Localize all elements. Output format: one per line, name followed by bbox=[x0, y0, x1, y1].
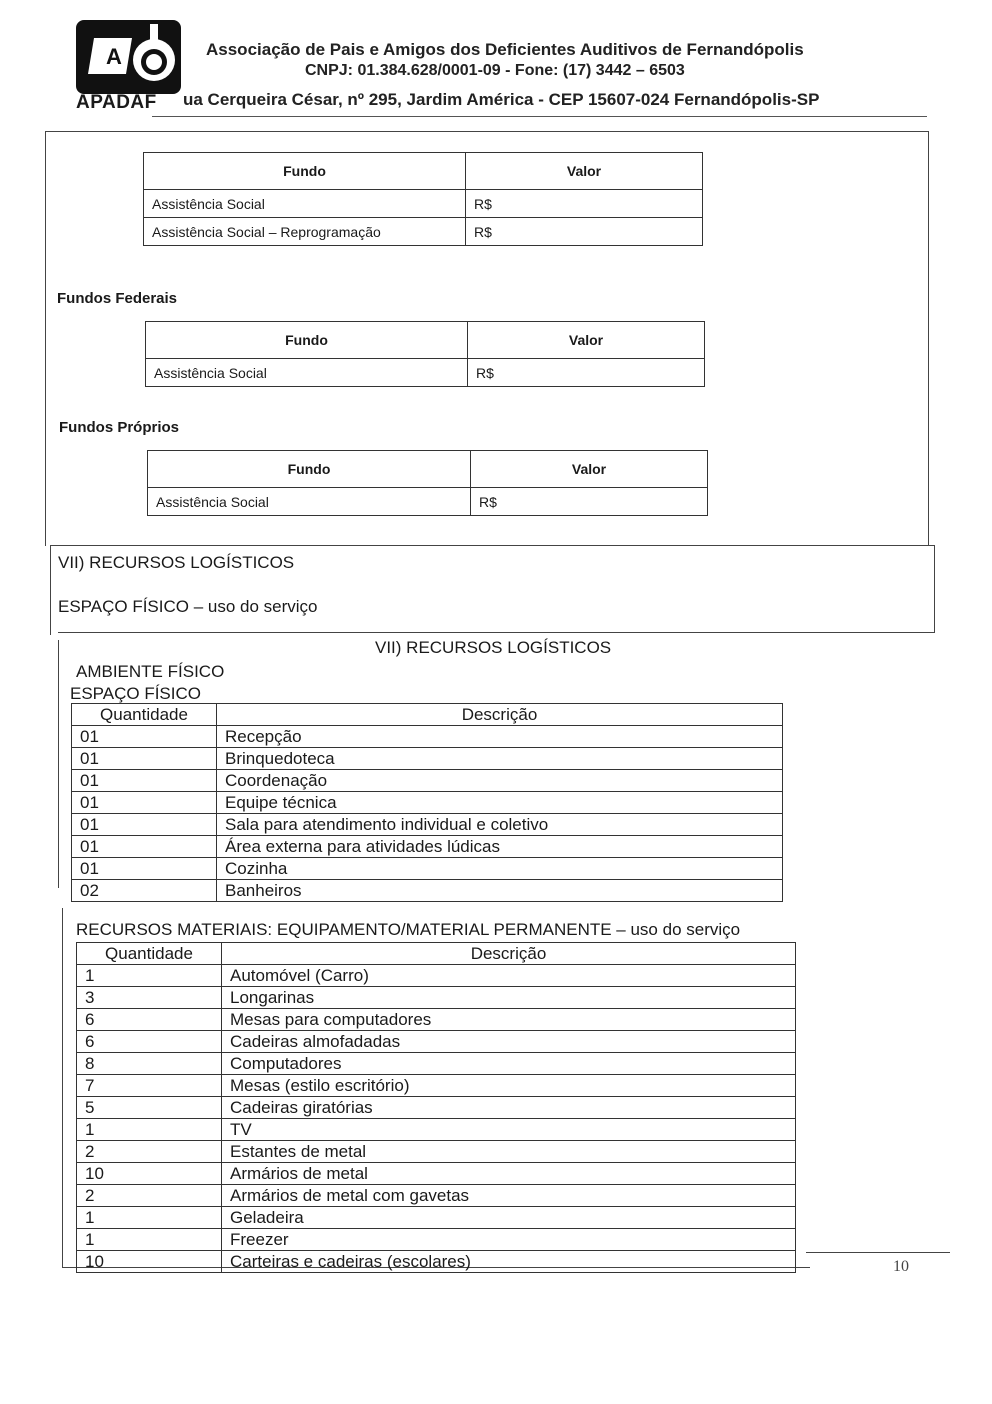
qtd-cell: 01 bbox=[72, 748, 217, 770]
fund-table-1 bbox=[143, 152, 703, 246]
desc-cell: Coordenação bbox=[217, 770, 783, 792]
frame-top bbox=[45, 131, 929, 132]
table-row bbox=[77, 1053, 796, 1075]
table-row bbox=[144, 218, 703, 246]
qtd-cell: 3 bbox=[77, 987, 222, 1009]
table-row bbox=[77, 1141, 796, 1163]
frame-bottom-right bbox=[806, 1252, 950, 1253]
qtd-cell: 01 bbox=[72, 814, 217, 836]
desc-cell: Banheiros bbox=[217, 880, 783, 902]
col-descricao: Descrição bbox=[222, 943, 796, 965]
desc-cell: Área externa para atividades lúdicas bbox=[217, 836, 783, 858]
espaco-fisico-label: ESPAÇO FÍSICO bbox=[70, 684, 201, 703]
frame-mid bbox=[50, 545, 934, 546]
desc-cell: Automóvel (Carro) bbox=[222, 965, 796, 987]
espaco-uso-label: ESPAÇO FÍSICO – uso do serviço bbox=[58, 597, 318, 616]
table-row bbox=[77, 1229, 796, 1251]
desc-cell: Brinquedoteca bbox=[217, 748, 783, 770]
table-row bbox=[72, 814, 783, 836]
qtd-cell: 2 bbox=[77, 1185, 222, 1207]
fund-table-proprios bbox=[147, 450, 708, 516]
table-row bbox=[77, 987, 796, 1009]
frame-left-mid bbox=[50, 545, 51, 635]
col-fundo: Fundo bbox=[144, 153, 466, 190]
desc-cell: Equipe técnica bbox=[217, 792, 783, 814]
fundo-cell: Assistência Social bbox=[148, 488, 471, 516]
address: ua Cerqueira César, nº 295, Jardim América - CEP 15607-024 Fernandópolis-SP bbox=[183, 90, 820, 109]
qtd-cell: 6 bbox=[77, 1031, 222, 1053]
table-row bbox=[72, 858, 783, 880]
desc-cell: Mesas (estilo escritório) bbox=[222, 1075, 796, 1097]
desc-cell: Longarinas bbox=[222, 987, 796, 1009]
desc-cell: Cadeiras giratórias bbox=[222, 1097, 796, 1119]
frame-right-upper bbox=[928, 131, 929, 545]
qtd-cell: 01 bbox=[72, 792, 217, 814]
table-row bbox=[72, 748, 783, 770]
qtd-cell: 7 bbox=[77, 1075, 222, 1097]
qtd-cell: 01 bbox=[72, 836, 217, 858]
col-valor: Valor bbox=[471, 451, 708, 488]
desc-cell: TV bbox=[222, 1119, 796, 1141]
logo-text: APADAF bbox=[76, 92, 157, 113]
frame-mid2 bbox=[58, 632, 935, 633]
table-row bbox=[148, 488, 708, 516]
apadaf-logo bbox=[76, 20, 181, 94]
qtd-cell: 01 bbox=[72, 858, 217, 880]
fundos-federais-label: Fundos Federais bbox=[57, 290, 178, 307]
cnpj-phone: CNPJ: 01.384.628/0001-09 - Fone: (17) 3442 – 6503 bbox=[305, 62, 685, 79]
desc-cell: Cozinha bbox=[217, 858, 783, 880]
fundo-cell: Assistência Social bbox=[146, 359, 468, 387]
qtd-cell: 10 bbox=[77, 1251, 222, 1273]
frame-left-bottom bbox=[62, 908, 63, 1268]
col-valor: Valor bbox=[468, 322, 705, 359]
valor-cell: R$ bbox=[471, 488, 708, 516]
table-row bbox=[77, 965, 796, 987]
desc-cell: Armários de metal bbox=[222, 1163, 796, 1185]
desc-cell: Armários de metal com gavetas bbox=[222, 1185, 796, 1207]
table-row bbox=[77, 1185, 796, 1207]
qtd-cell: 1 bbox=[77, 1229, 222, 1251]
frame-left-lower bbox=[58, 640, 59, 888]
fund-table-federais bbox=[145, 321, 705, 387]
desc-cell: Computadores bbox=[222, 1053, 796, 1075]
logistics-heading: VII) RECURSOS LOGÍSTICOS bbox=[58, 553, 295, 572]
table-row bbox=[77, 1031, 796, 1053]
desc-cell: Cadeiras almofadadas bbox=[222, 1031, 796, 1053]
table-row bbox=[77, 1163, 796, 1185]
qtd-cell: 01 bbox=[72, 770, 217, 792]
table-row bbox=[77, 1207, 796, 1229]
qtd-cell: 5 bbox=[77, 1097, 222, 1119]
qtd-cell: 1 bbox=[77, 1207, 222, 1229]
col-fundo: Fundo bbox=[148, 451, 471, 488]
table-row bbox=[72, 726, 783, 748]
col-quantidade: Quantidade bbox=[77, 943, 222, 965]
org-name: Associação de Pais e Amigos dos Deficientes Auditivos de Fernandópolis bbox=[206, 40, 804, 59]
table-row bbox=[77, 1119, 796, 1141]
table-row bbox=[146, 359, 705, 387]
table-row bbox=[144, 190, 703, 218]
valor-cell: R$ bbox=[466, 218, 703, 246]
fundos-proprios-label: Fundos Próprios bbox=[59, 419, 179, 436]
qtd-cell: 1 bbox=[77, 965, 222, 987]
fundo-cell: Assistência Social bbox=[144, 190, 466, 218]
table-row bbox=[72, 770, 783, 792]
qtd-cell: 02 bbox=[72, 880, 217, 902]
desc-cell: Carteiras e cadeiras (escolares) bbox=[222, 1251, 796, 1273]
desc-cell: Recepção bbox=[217, 726, 783, 748]
table-row bbox=[72, 880, 783, 902]
svg-text:A: A bbox=[106, 44, 122, 69]
frame-left-upper bbox=[45, 131, 46, 546]
desc-cell: Estantes de metal bbox=[222, 1141, 796, 1163]
table-row bbox=[72, 792, 783, 814]
col-quantidade: Quantidade bbox=[72, 704, 217, 726]
espaco-fisico-table bbox=[71, 703, 783, 902]
table-row bbox=[77, 1097, 796, 1119]
table-row bbox=[77, 1009, 796, 1031]
desc-cell: Sala para atendimento individual e coletivo bbox=[217, 814, 783, 836]
logo-emblem-icon bbox=[76, 20, 181, 94]
qtd-cell: 1 bbox=[77, 1119, 222, 1141]
col-descricao: Descrição bbox=[217, 704, 783, 726]
page-number: 10 bbox=[893, 1258, 909, 1275]
table-row bbox=[77, 1251, 796, 1273]
fundo-cell: Assistência Social – Reprogramação bbox=[144, 218, 466, 246]
col-valor: Valor bbox=[466, 153, 703, 190]
desc-cell: Freezer bbox=[222, 1229, 796, 1251]
desc-cell: Geladeira bbox=[222, 1207, 796, 1229]
desc-cell: Mesas para computadores bbox=[222, 1009, 796, 1031]
qtd-cell: 6 bbox=[77, 1009, 222, 1031]
qtd-cell: 01 bbox=[72, 726, 217, 748]
qtd-cell: 2 bbox=[77, 1141, 222, 1163]
valor-cell: R$ bbox=[466, 190, 703, 218]
recursos-materiais-label: RECURSOS MATERIAIS: EQUIPAMENTO/MATERIAL PERMANENTE – uso do serviço bbox=[76, 920, 741, 939]
qtd-cell: 10 bbox=[77, 1163, 222, 1185]
materiais-table bbox=[76, 942, 796, 1273]
table-row bbox=[77, 1075, 796, 1097]
ambiente-fisico-label: AMBIENTE FÍSICO bbox=[76, 662, 225, 681]
frame-right-mid bbox=[934, 545, 935, 633]
inner-logistics-heading: VII) RECURSOS LOGÍSTICOS bbox=[375, 638, 612, 657]
qtd-cell: 8 bbox=[77, 1053, 222, 1075]
valor-cell: R$ bbox=[468, 359, 705, 387]
col-fundo: Fundo bbox=[146, 322, 468, 359]
table-row bbox=[72, 836, 783, 858]
header-rule bbox=[152, 116, 927, 117]
